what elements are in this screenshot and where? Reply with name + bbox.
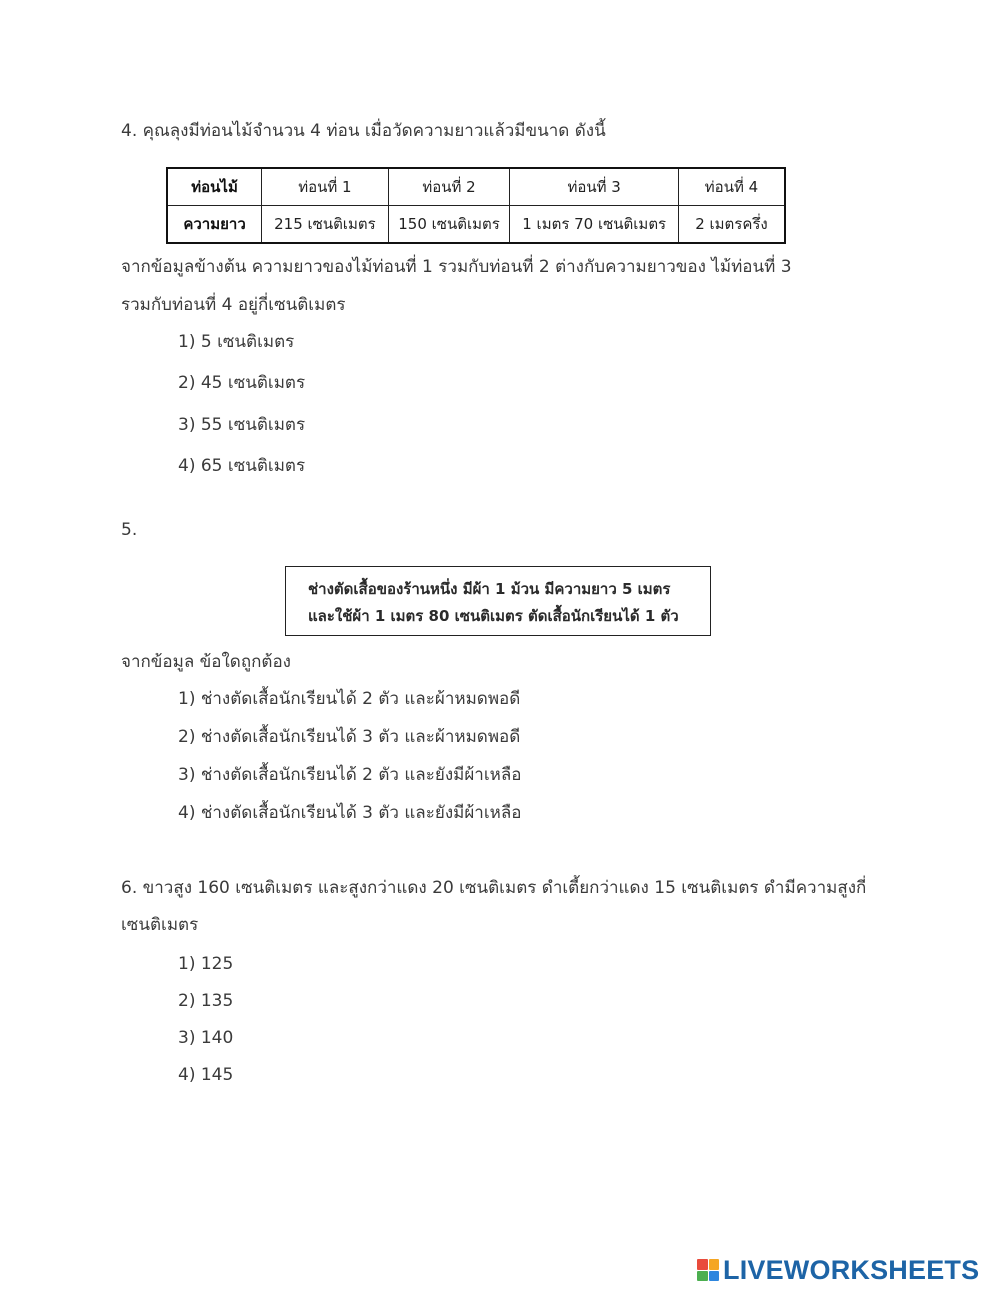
logo-square xyxy=(709,1259,720,1270)
q5-option-4[interactable]: 4) ช่างตัดเสื้อนักเรียนได้ 3 ตัว และยังมีผ้าเหลือ xyxy=(178,803,522,823)
q5-box-line2: และใช้ผ้า 1 เมตร 80 เซนติเมตร ตัดเสื้อนักเรียนได้ 1 ตัว xyxy=(308,607,679,625)
table-header-cell: ท่อนที่ 1 xyxy=(262,168,389,206)
q6-question-line1: 6. ขาวสูง 160 เซนติเมตร และสูงกว่าแดง 20 เซนติเมตร ดำเตี้ยกว่าแดง 15 เซนติเมตร ดำมีความสูงกี่ xyxy=(121,878,867,898)
table-header-cell: ท่อนที่ 3 xyxy=(510,168,679,206)
table-header-cell: ท่อนที่ 4 xyxy=(678,168,785,206)
q4-option-2[interactable]: 2) 45 เซนติเมตร xyxy=(178,373,306,393)
q6-option-1[interactable]: 1) 125 xyxy=(178,954,234,974)
q6-question-line2: เซนติเมตร xyxy=(121,915,199,935)
table-cell: 215 เซนติเมตร xyxy=(262,206,389,244)
q4-option-4[interactable]: 4) 65 เซนติเมตร xyxy=(178,456,306,476)
logo-square xyxy=(697,1259,708,1270)
table-header-row xyxy=(167,168,785,206)
q4-question-line2: รวมกับท่อนที่ 4 อยู่กี่เซนติเมตร xyxy=(121,295,346,315)
q4-option-1[interactable]: 1) 5 เซนติเมตร xyxy=(178,332,295,352)
table-cell: 1 เมตร 70 เซนติเมตร xyxy=(510,206,679,244)
table-row-label: ความยาว xyxy=(167,206,262,244)
q4-question-line1: จากข้อมูลข้างต้น ความยาวของไม้ท่อนที่ 1 รวมกับท่อนที่ 2 ต่างกับความยาวของ ไม้ท่อนที่ 3 xyxy=(121,257,792,277)
q5-option-1[interactable]: 1) ช่างตัดเสื้อนักเรียนได้ 2 ตัว และผ้าหมดพอดี xyxy=(178,689,521,709)
liveworksheets-logo-icon xyxy=(697,1259,719,1281)
table-row xyxy=(167,206,785,244)
q5-number: 5. xyxy=(121,520,138,540)
q5-option-2[interactable]: 2) ช่างตัดเสื้อนักเรียนได้ 3 ตัว และผ้าหมดพอดี xyxy=(178,727,521,747)
logo-square xyxy=(709,1271,720,1282)
brand-name: LIVEWORKSHEETS xyxy=(723,1254,980,1285)
q4-option-3[interactable]: 3) 55 เซนติเมตร xyxy=(178,415,306,435)
q5-box-line1: ช่างตัดเสื้อของร้านหนึ่ง มีผ้า 1 ม้วน มีความยาว 5 เมตร xyxy=(308,580,671,598)
q5-question: จากข้อมูล ข้อใดถูกต้อง xyxy=(121,652,291,672)
q5-option-3[interactable]: 3) ช่างตัดเสื้อนักเรียนได้ 2 ตัว และยังมีผ้าเหลือ xyxy=(178,765,522,785)
table-header-cell: ท่อนที่ 2 xyxy=(388,168,510,206)
table-cell: 150 เซนติเมตร xyxy=(388,206,510,244)
wood-length-table xyxy=(166,167,786,244)
q4-title: 4. คุณลุงมีท่อนไม้จำนวน 4 ท่อน เมื่อวัดความยาวแล้วมีขนาด ดังนี้ xyxy=(121,121,606,141)
q6-option-2[interactable]: 2) 135 xyxy=(178,991,234,1011)
liveworksheets-brand xyxy=(697,1255,979,1285)
q6-option-4[interactable]: 4) 145 xyxy=(178,1065,234,1085)
table-header-cell: ท่อนไม้ xyxy=(167,168,262,206)
table-cell: 2 เมตรครึ่ง xyxy=(678,206,785,244)
q5-info-box xyxy=(285,566,711,636)
q6-option-3[interactable]: 3) 140 xyxy=(178,1028,234,1048)
logo-square xyxy=(697,1271,708,1282)
